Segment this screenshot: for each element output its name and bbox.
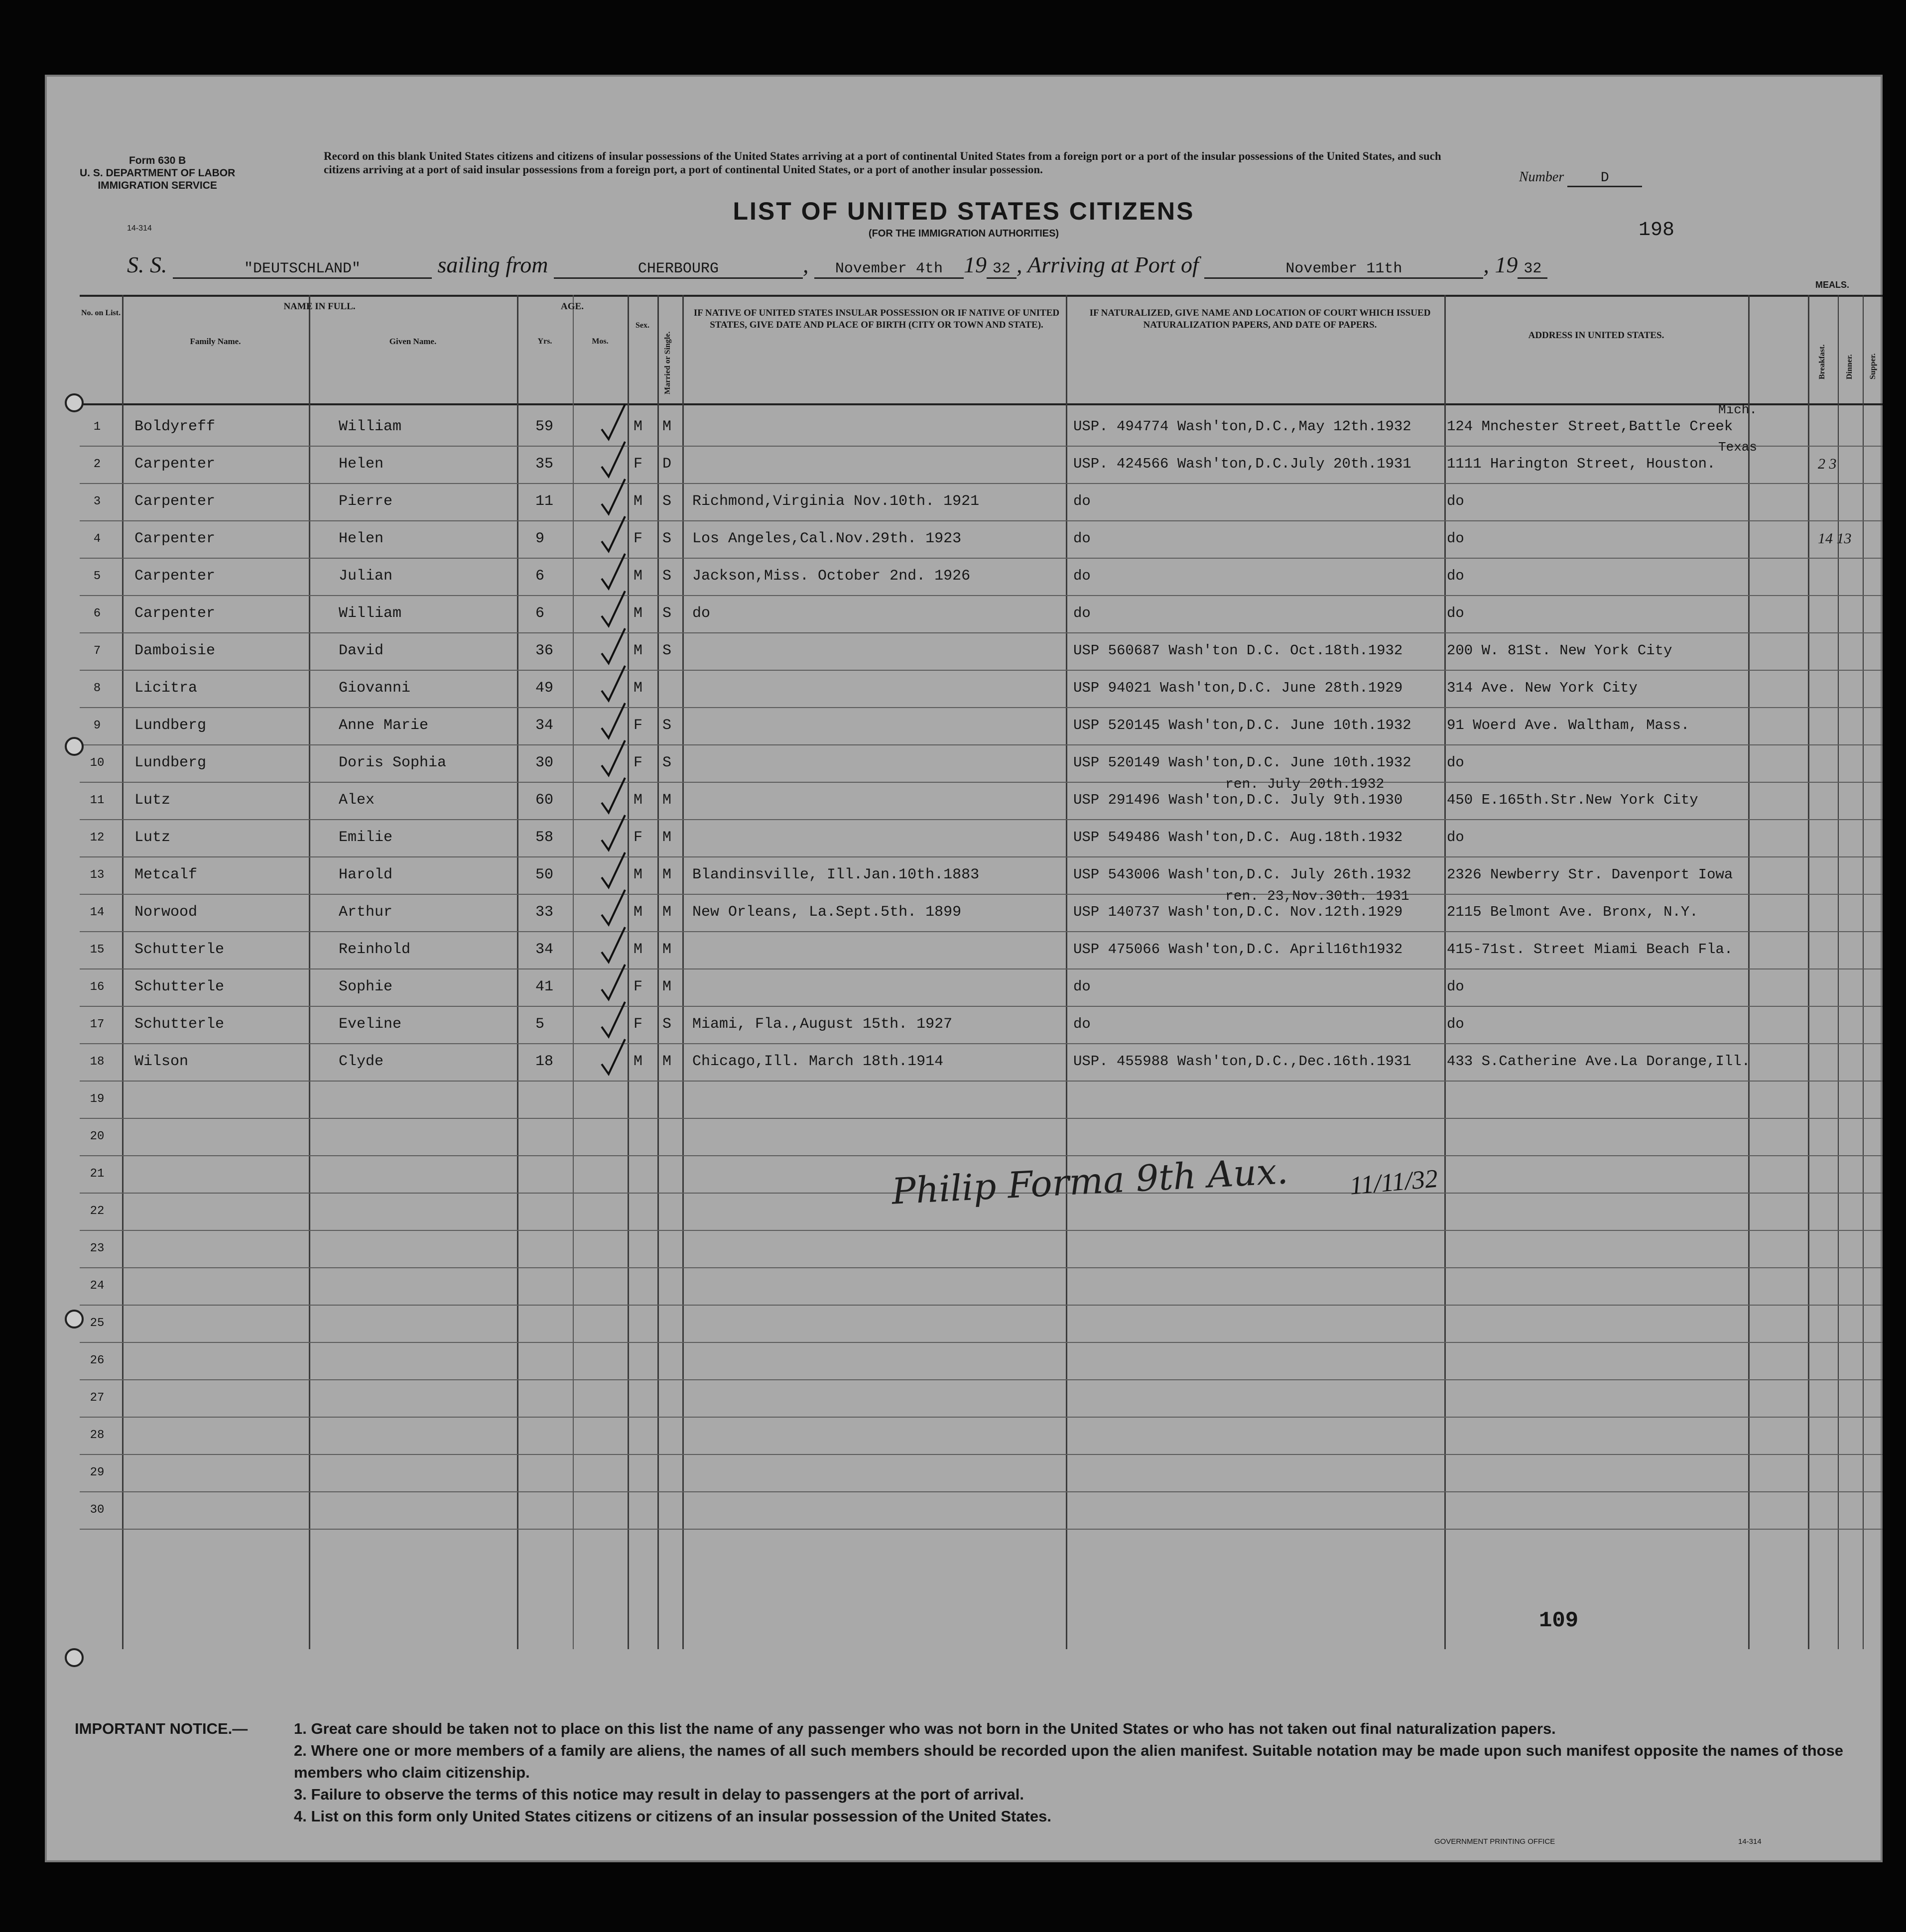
- check-mark-icon: [598, 851, 628, 891]
- row-number: 8: [93, 682, 101, 695]
- family-name: Metcalf: [134, 866, 198, 883]
- header-naturalized: IF NATURALIZED, GIVE NAME AND LOCATION OF COURT WHICH ISSUED NATURALIZATION PAPERS, AND DATE OF PAPERS.: [1089, 308, 1431, 330]
- binder-hole: [65, 393, 84, 412]
- table-row: [80, 671, 1883, 708]
- family-name: Carpenter: [134, 605, 216, 622]
- family-name: Carpenter: [134, 456, 216, 473]
- form-code: 14-314: [127, 224, 152, 233]
- family-name: Wilson: [134, 1053, 189, 1070]
- age-years: 59: [535, 418, 554, 435]
- naturalization-info: do: [1073, 605, 1091, 621]
- meals-marks: 14 13: [1818, 530, 1852, 547]
- given-name: Helen: [339, 530, 384, 547]
- table-row: [80, 820, 1883, 857]
- departure-port: CHERBOURG: [554, 260, 803, 279]
- birth-info: Miami, Fla.,August 15th. 1927: [692, 1016, 953, 1033]
- page-title: LIST OF UNITED STATES CITIZENS: [733, 197, 1195, 225]
- table-row: [80, 777, 1883, 820]
- check-mark-icon: [598, 515, 628, 555]
- naturalization-info: USP 520145 Wash'ton,D.C. June 10th.1932: [1073, 717, 1411, 733]
- given-name: Harold: [339, 866, 393, 883]
- given-name: William: [339, 418, 402, 435]
- check-mark-icon: [598, 777, 628, 817]
- naturalization-info: do: [1073, 1016, 1091, 1032]
- naturalization-info: do: [1073, 493, 1091, 509]
- table-row: [80, 1231, 1883, 1268]
- us-address: do: [1447, 1016, 1464, 1032]
- naturalization-info: do: [1073, 978, 1091, 995]
- row-number: 16: [90, 980, 105, 994]
- instructions-text: Record on this blank United States citizens and citizens of insular possessions of the United States arriving at a port of continental United States from a foreign port or a port of the insular possessions of the United States, and such citizens arriving at a port of said insular possessions from a foreign port, a port of continental United States, or a port of another insular possession.: [324, 150, 1441, 176]
- sex: M: [634, 1053, 643, 1070]
- header-no: No. on List.: [81, 309, 121, 317]
- age-years: 34: [535, 717, 554, 734]
- row-number: 23: [90, 1242, 105, 1255]
- row-number: 14: [90, 906, 105, 919]
- row-number: 15: [90, 943, 105, 957]
- row-number: 29: [90, 1466, 105, 1479]
- sex: M: [634, 568, 643, 585]
- marital-status: M: [662, 941, 672, 958]
- sex: M: [634, 904, 643, 921]
- table-row: [80, 889, 1883, 932]
- vessel-prefix: S. S.: [127, 252, 167, 277]
- table-row: [80, 1044, 1883, 1082]
- check-mark-icon: [598, 814, 628, 854]
- check-mark-icon: [598, 627, 628, 667]
- page-subtitle: (FOR THE IMMIGRATION AUTHORITIES): [868, 228, 1059, 239]
- citizens-table: [80, 280, 1883, 1649]
- check-mark-icon: [598, 1001, 628, 1041]
- marital-status: M: [662, 829, 672, 846]
- check-mark-icon: [598, 553, 628, 593]
- family-name: Lundberg: [134, 754, 207, 771]
- naturalization-info: USP. 424566 Wash'ton,D.C.July 20th.1931: [1073, 456, 1411, 472]
- naturalization-info: USP. 494774 Wash'ton,D.C.,May 12th.1932: [1073, 418, 1411, 435]
- list-number: [1519, 169, 1642, 187]
- naturalization-note: ren. 23,Nov.30th. 1931: [1225, 889, 1409, 904]
- header-dinner: Dinner.: [1845, 354, 1854, 379]
- table-row: [80, 521, 1883, 559]
- naturalization-info: USP 140737 Wash'ton,D.C. Nov.12th.1929: [1073, 904, 1403, 920]
- table-row: [80, 1268, 1883, 1306]
- us-address: do: [1447, 829, 1464, 845]
- row-number: 10: [90, 756, 105, 770]
- marital-status: D: [662, 456, 672, 473]
- sailing-year: 32: [987, 260, 1017, 279]
- given-name: David: [339, 642, 384, 659]
- table-row: [80, 932, 1883, 969]
- marital-status: S: [662, 754, 672, 771]
- header-supper: Supper.: [1869, 353, 1877, 379]
- birth-info: Richmond,Virginia Nov.10th. 1921: [692, 493, 980, 510]
- row-rule: [80, 1529, 1883, 1530]
- age-years: 50: [535, 866, 554, 883]
- us-address: do: [1447, 978, 1464, 995]
- naturalization-info: USP. 455988 Wash'ton,D.C.,Dec.16th.1931: [1073, 1053, 1411, 1070]
- us-address: do: [1447, 493, 1464, 509]
- naturalization-info: USP 549486 Wash'ton,D.C. Aug.18th.1932: [1073, 829, 1403, 845]
- given-name: Pierre: [339, 493, 393, 510]
- table-row: [80, 857, 1883, 895]
- marital-status: M: [662, 418, 672, 435]
- marital-status: M: [662, 1053, 672, 1070]
- binder-hole: [65, 1310, 84, 1328]
- us-address: 2326 Newberry Str. Davenport Iowa: [1447, 866, 1733, 883]
- table-row: [80, 1082, 1883, 1119]
- sex: F: [634, 754, 643, 771]
- sex: F: [634, 829, 643, 846]
- meals-marks: 2 3: [1818, 456, 1837, 472]
- number-label: Number: [1519, 169, 1564, 185]
- check-mark-icon: [598, 478, 628, 518]
- family-name: Schutterle: [134, 978, 225, 995]
- us-address: 314 Ave. New York City: [1447, 680, 1638, 696]
- us-address: 433 S.Catherine Ave.La Dorange,Ill.: [1447, 1053, 1751, 1070]
- row-number: 6: [93, 607, 101, 620]
- marital-status: S: [662, 530, 672, 547]
- us-address: 91 Woerd Ave. Waltham, Mass.: [1447, 717, 1690, 733]
- signature-date: 11/11/32: [1348, 1164, 1439, 1201]
- us-address: do: [1447, 530, 1464, 547]
- given-name: Julian: [339, 568, 393, 585]
- age-years: 41: [535, 978, 554, 995]
- header-birth: IF NATIVE OF UNITED STATES INSULAR POSSESSION OR IF NATIVE OF UNITED STATES, GIVE DATE AND PLACE OF BIRTH (CITY OR TOWN AND STATE).: [693, 308, 1060, 330]
- age-years: 18: [535, 1053, 554, 1070]
- marital-status: M: [662, 792, 672, 809]
- row-number: 30: [90, 1503, 105, 1517]
- notice-item: 2. Where one or more members of a family are aliens, the names of all such members should be recorded upon the alien manifest. Suitable notation may be made upon such manifest opposite the names of those members who claim citizenship.: [294, 1742, 1844, 1781]
- marital-status: S: [662, 717, 672, 734]
- family-name: Schutterle: [134, 941, 225, 958]
- given-name: Giovanni: [339, 680, 411, 697]
- marital-status: S: [662, 1016, 672, 1033]
- row-number: 25: [90, 1317, 105, 1330]
- row-number: 21: [90, 1167, 105, 1181]
- sex: F: [634, 978, 643, 995]
- row-number: 7: [93, 644, 101, 658]
- row-number: 18: [90, 1055, 105, 1069]
- sex: F: [634, 1016, 643, 1033]
- check-mark-icon: [598, 441, 628, 481]
- given-name: Arthur: [339, 904, 393, 921]
- age-years: 6: [535, 605, 545, 622]
- check-mark-icon: [598, 1038, 628, 1078]
- header-married: Married or Single.: [663, 331, 672, 394]
- row-number: 12: [90, 831, 105, 845]
- sex: M: [634, 792, 643, 809]
- family-name: Lundberg: [134, 717, 207, 734]
- table-row: [80, 969, 1883, 1007]
- sex: F: [634, 717, 643, 734]
- check-mark-icon: [598, 702, 628, 742]
- naturalization-info: USP 291496 Wash'ton,D.C. July 9th.1930: [1073, 792, 1403, 808]
- family-name: Lutz: [134, 829, 171, 846]
- printing-office: GOVERNMENT PRINTING OFFICE: [1434, 1837, 1555, 1846]
- row-number: 17: [90, 1018, 105, 1031]
- given-name: Helen: [339, 456, 384, 473]
- sex: F: [634, 456, 643, 473]
- us-address: 124 Mnchester Street,Battle Creek: [1447, 418, 1733, 435]
- check-mark-icon: [598, 665, 628, 705]
- header-bottom-rule: [80, 403, 1883, 405]
- header-name-in-full: NAME IN FULL.: [283, 301, 356, 312]
- arriving-label: Arriving at Port of: [1027, 252, 1199, 277]
- given-name: Alex: [339, 792, 375, 809]
- table-row: [80, 1418, 1883, 1455]
- arrival-date: November 11th: [1204, 260, 1483, 279]
- table-row: [80, 1492, 1883, 1530]
- age-years: 5: [535, 1016, 545, 1033]
- marital-status: S: [662, 493, 672, 510]
- header-meals: MEALS.: [1815, 280, 1850, 290]
- us-address: 450 E.165th.Str.New York City: [1447, 792, 1698, 808]
- row-number: 9: [93, 719, 101, 732]
- address-note: Mich.: [1718, 402, 1758, 417]
- form-identifier: [80, 154, 235, 192]
- table-top-rule: [80, 295, 1883, 297]
- us-address: 1111 Harington Street, Houston.: [1447, 456, 1716, 472]
- us-address: 2115 Belmont Ave. Bronx, N.Y.: [1447, 904, 1698, 920]
- birth-info: Chicago,Ill. March 18th.1914: [692, 1053, 944, 1070]
- us-address: 200 W. 81St. New York City: [1447, 642, 1672, 659]
- age-years: 35: [535, 456, 554, 473]
- signature-title: 9th Aux.: [1135, 1150, 1289, 1200]
- check-mark-icon: [598, 590, 628, 630]
- given-name: Sophie: [339, 978, 393, 995]
- given-name: Emilie: [339, 829, 393, 846]
- footer-code: 14-314: [1738, 1837, 1762, 1846]
- table-row: [80, 1380, 1883, 1418]
- row-number: 4: [93, 532, 101, 546]
- marital-status: M: [662, 904, 672, 921]
- table-row: [80, 1343, 1883, 1380]
- notice-lead: IMPORTANT NOTICE.—: [75, 1720, 248, 1737]
- marital-status: S: [662, 605, 672, 622]
- number-value: D: [1567, 170, 1642, 187]
- sex: M: [634, 493, 643, 510]
- sex: M: [634, 680, 643, 697]
- header-address: ADDRESS IN UNITED STATES.: [1528, 330, 1664, 341]
- sex: M: [634, 866, 643, 883]
- naturalization-note: ren. July 20th.1932: [1225, 777, 1385, 792]
- sailing-date: November 4th: [814, 260, 964, 279]
- age-years: 49: [535, 680, 554, 697]
- department-name: U. S. DEPARTMENT OF LABOR: [80, 167, 236, 179]
- header-age: AGE.: [561, 301, 584, 312]
- age-years: 11: [535, 493, 554, 510]
- row-number: 24: [90, 1279, 105, 1293]
- naturalization-info: USP 94021 Wash'ton,D.C. June 28th.1929: [1073, 680, 1403, 696]
- naturalization-info: do: [1073, 568, 1091, 584]
- manifest-page: [45, 75, 1883, 1862]
- family-name: Carpenter: [134, 530, 216, 547]
- given-name: William: [339, 605, 402, 622]
- age-years: 30: [535, 754, 554, 771]
- family-name: Licitra: [134, 680, 198, 697]
- given-name: Eveline: [339, 1016, 402, 1033]
- age-years: 6: [535, 568, 545, 585]
- table-row: [80, 1119, 1883, 1156]
- table-row: [80, 708, 1883, 745]
- sailing-from-label: sailing from: [437, 252, 548, 277]
- stamp-number: 109: [1539, 1608, 1579, 1633]
- sex: M: [634, 418, 643, 435]
- signature-name: Philip Forma: [890, 1158, 1126, 1212]
- us-address: do: [1447, 568, 1464, 584]
- marital-status: S: [662, 568, 672, 585]
- age-years: 9: [535, 530, 545, 547]
- family-name: Damboisie: [134, 642, 216, 659]
- sex: M: [634, 642, 643, 659]
- table-row: [80, 402, 1883, 447]
- check-mark-icon: [598, 889, 628, 929]
- sex: M: [634, 941, 643, 958]
- birth-info: Jackson,Miss. October 2nd. 1926: [692, 568, 971, 585]
- age-years: 33: [535, 904, 554, 921]
- notice-item: 4. List on this form only United States citizens or citizens of an insular possession of the United States.: [294, 1808, 1051, 1825]
- table-row: [80, 440, 1883, 484]
- given-name: Clyde: [339, 1053, 384, 1070]
- table-row: [80, 633, 1883, 671]
- table-row: [80, 596, 1883, 633]
- service-name: IMMIGRATION SERVICE: [98, 180, 217, 191]
- row-number: 13: [90, 868, 105, 882]
- check-mark-icon: [598, 926, 628, 966]
- naturalization-info: USP 560687 Wash'ton D.C. Oct.18th.1932: [1073, 642, 1403, 659]
- arrival-year: 32: [1518, 260, 1547, 279]
- page-number: 198: [1639, 219, 1675, 242]
- binder-hole: [65, 1648, 84, 1667]
- age-years: 34: [535, 941, 554, 958]
- naturalization-info: USP 543006 Wash'ton,D.C. July 26th.1932: [1073, 866, 1411, 883]
- family-name: Lutz: [134, 792, 171, 809]
- row-number: 19: [90, 1092, 105, 1106]
- header-given-name: Given Name.: [389, 337, 437, 346]
- row-number: 22: [90, 1205, 105, 1218]
- age-years: 60: [535, 792, 554, 809]
- header-sex: Sex.: [635, 321, 649, 330]
- us-address: 415-71st. Street Miami Beach Fla.: [1447, 941, 1733, 958]
- row-number: 26: [90, 1354, 105, 1367]
- family-name: Carpenter: [134, 568, 216, 585]
- row-number: 1: [93, 420, 101, 434]
- sailing-year-prefix: 19: [963, 252, 987, 277]
- row-number: 5: [93, 570, 101, 583]
- sex: F: [634, 530, 643, 547]
- check-mark-icon: [598, 403, 628, 443]
- table-row: [80, 1007, 1883, 1044]
- family-name: Norwood: [134, 904, 198, 921]
- row-number: 3: [93, 495, 101, 508]
- marital-status: S: [662, 642, 672, 659]
- arrival-year-prefix: 19: [1495, 252, 1518, 277]
- notice-item: 3. Failure to observe the terms of this notice may result in delay to passengers at the port of arrival.: [294, 1786, 1024, 1803]
- row-number: 20: [90, 1130, 105, 1143]
- family-name: Boldyreff: [134, 418, 216, 435]
- family-name: Schutterle: [134, 1016, 225, 1033]
- age-years: 36: [535, 642, 554, 659]
- row-number: 28: [90, 1429, 105, 1442]
- birth-info: do: [692, 605, 711, 622]
- given-name: Anne Marie: [339, 717, 429, 734]
- age-years: 58: [535, 829, 554, 846]
- binder-hole: [65, 737, 84, 756]
- family-name: Carpenter: [134, 493, 216, 510]
- given-name: Reinhold: [339, 941, 411, 958]
- address-note: Texas: [1718, 440, 1758, 455]
- us-address: do: [1447, 605, 1464, 621]
- header-breakfast: Breakfast.: [1818, 344, 1826, 379]
- voyage-line: S. S. "DEUTSCHLAND" sailing from CHERBOURG , November 4th 19 32 , Arriving at Port of November 11th , 19 32: [127, 251, 1547, 279]
- birth-info: Los Angeles,Cal.Nov.29th. 1923: [692, 530, 962, 547]
- birth-info: Blandinsville, Ill.Jan.10th.1883: [692, 866, 980, 883]
- given-name: Doris Sophia: [339, 754, 447, 771]
- table-row: [80, 1455, 1883, 1492]
- check-mark-icon: [598, 964, 628, 1003]
- birth-info: New Orleans, La.Sept.5th. 1899: [692, 904, 962, 921]
- header-yrs: Yrs.: [537, 337, 552, 346]
- table-row: [80, 484, 1883, 521]
- naturalization-info: USP 475066 Wash'ton,D.C. April16th1932: [1073, 941, 1403, 958]
- marital-status: M: [662, 866, 672, 883]
- table-row: [80, 1306, 1883, 1343]
- vessel-name: "DEUTSCHLAND": [173, 260, 432, 279]
- naturalization-info: do: [1073, 530, 1091, 547]
- header-family-name: Family Name.: [190, 337, 241, 346]
- marital-status: M: [662, 978, 672, 995]
- notice-item: 1. Great care should be taken not to place on this list the name of any passenger who was not born in the United States or who has not taken out final naturalization papers.: [294, 1720, 1556, 1737]
- sex: M: [634, 605, 643, 622]
- row-number: 11: [90, 794, 105, 807]
- header-mos: Mos.: [592, 337, 609, 346]
- row-number: 27: [90, 1391, 105, 1405]
- table-row: [80, 559, 1883, 596]
- form-number: Form 630 B: [128, 155, 186, 166]
- table-row: [80, 745, 1883, 783]
- check-mark-icon: [598, 739, 628, 779]
- important-notice: [75, 1718, 1868, 1827]
- row-number: 2: [93, 458, 101, 471]
- us-address: do: [1447, 754, 1464, 771]
- naturalization-info: USP 520149 Wash'ton,D.C. June 10th.1932: [1073, 754, 1411, 771]
